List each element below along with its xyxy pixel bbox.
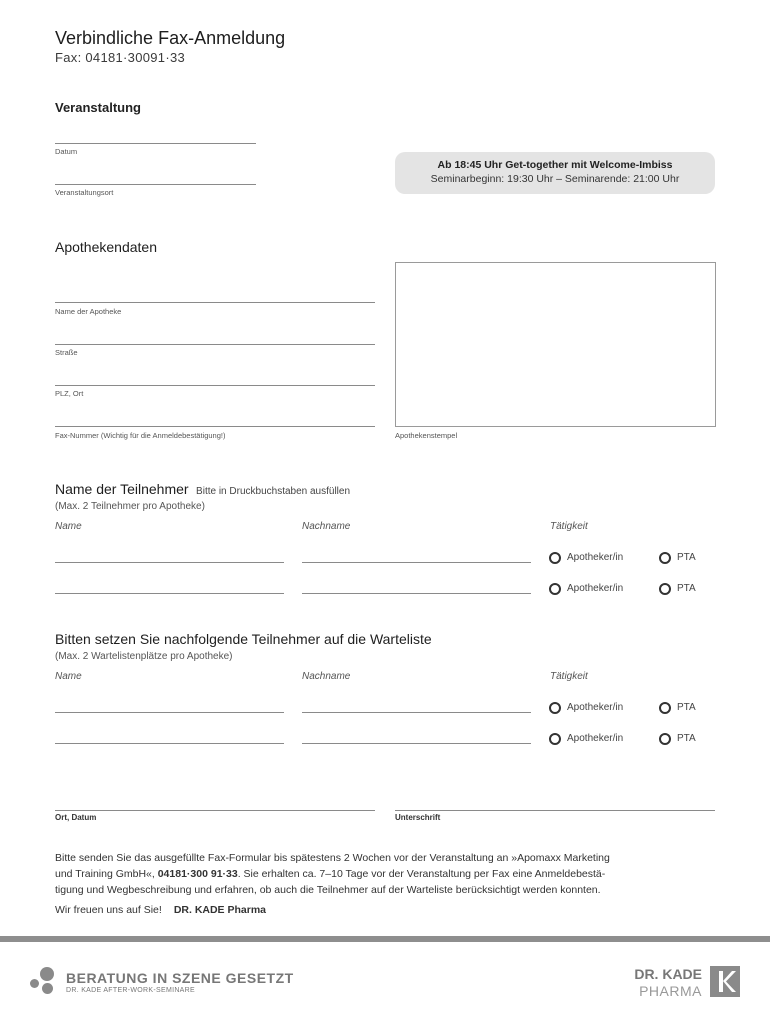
waitlist-1-pta-radio[interactable]	[659, 702, 671, 714]
fax-number-label: Fax-Nummer (Wichtig für die Anmeldebestätigung!)	[55, 431, 226, 440]
participant-2-surname-field[interactable]	[302, 593, 531, 594]
waitlist-2-pharmacist-label: Apotheker/in	[567, 733, 624, 744]
waitlist-1-pharmacist-radio[interactable]	[549, 702, 561, 714]
schedule-badge	[395, 152, 715, 194]
info-line-1: Bitte senden Sie das ausgefüllte Fax-Formular bis spätestens 2 Wochen vor der Veranstaltung an »Apomaxx Marketing	[55, 852, 610, 864]
participant-1-pta-radio[interactable]	[659, 552, 671, 564]
waitlist-max: (Max. 2 Wartelistenplätze pro Apotheke)	[55, 651, 233, 662]
participant-2-pharmacist-label: Apotheker/in	[567, 583, 624, 594]
footer-divider	[0, 936, 770, 942]
footer-brand: BERATUNG IN SZENE GESETZT	[66, 970, 294, 986]
fax-number-field[interactable]	[55, 426, 375, 427]
waitlist-col-role: Tätigkeit	[550, 671, 588, 682]
participant-2-pharmacist-radio[interactable]	[549, 583, 561, 595]
place-date-field[interactable]	[55, 810, 375, 811]
badge-line-2: Seminarbeginn: 19:30 Uhr – Seminarende: 21:00 Uhr	[430, 173, 680, 185]
closing-text: Wir freuen uns auf Sie!	[55, 904, 162, 916]
date-field[interactable]	[55, 143, 256, 144]
signature-label: Unterschrift	[395, 813, 441, 822]
info-line-2a: und Training GmbH«,	[55, 868, 158, 880]
info-line-2b: . Sie erhalten ca. 7–10 Tage vor der Veranstaltung per Fax eine Anmeldebestä-	[237, 868, 606, 880]
info-fax-number: 04181·300 91·33	[157, 868, 238, 880]
participants-max: (Max. 2 Teilnehmer pro Apotheke)	[55, 501, 205, 512]
zip-city-field[interactable]	[55, 385, 375, 386]
event-heading: Veranstaltung	[55, 100, 141, 115]
dots-logo-icon	[28, 965, 62, 995]
participant-2-pta-radio[interactable]	[659, 583, 671, 595]
participants-col-surname: Nachname	[302, 521, 351, 532]
participant-2-name-field[interactable]	[55, 593, 284, 594]
info-paragraph	[55, 850, 705, 898]
event-place-field[interactable]	[55, 184, 256, 185]
waitlist-col-name: Name	[55, 671, 82, 682]
participant-1-surname-field[interactable]	[302, 562, 531, 563]
pharmacy-stamp-box	[395, 262, 716, 427]
pharmacy-stamp-label: Apothekenstempel	[395, 431, 458, 440]
pharmacy-name-field[interactable]	[55, 302, 375, 303]
dr-kade-logo-icon	[710, 966, 740, 997]
closing-brand: DR. KADE Pharma	[173, 904, 267, 916]
waitlist-1-name-field[interactable]	[55, 712, 284, 713]
street-field[interactable]	[55, 344, 375, 345]
fax-number: Fax: 04181·30091·33	[55, 50, 186, 65]
info-line-3: tigung und Wegbeschreibung und erfahren, ob auch die Teilnehmer auf der Warteliste berücksichtigt werden konnten.	[55, 884, 601, 896]
waitlist-1-surname-field[interactable]	[302, 712, 531, 713]
footer-brand-sub: DR. KADE AFTER-WORK-SEMINARE	[66, 987, 195, 994]
participant-1-pharmacist-radio[interactable]	[549, 552, 561, 564]
waitlist-1-pta-label: PTA	[677, 702, 696, 713]
participants-heading: Name der Teilnehmer	[55, 481, 189, 497]
waitlist-2-pharmacist-radio[interactable]	[549, 733, 561, 745]
place-date-label: Ort, Datum	[55, 813, 97, 822]
badge-line-1: Ab 18:45 Uhr Get-together mit Welcome-Imbiss	[437, 159, 673, 171]
zip-city-label: PLZ, Ort	[55, 389, 84, 398]
participant-1-pharmacist-label: Apotheker/in	[567, 552, 624, 563]
closing-line	[55, 902, 705, 918]
signature-field[interactable]	[395, 810, 715, 811]
waitlist-1-pharmacist-label: Apotheker/in	[567, 702, 624, 713]
participants-heading-row	[55, 481, 350, 499]
event-place-label: Veranstaltungsort	[55, 188, 114, 197]
participant-1-name-field[interactable]	[55, 562, 284, 563]
waitlist-2-surname-field[interactable]	[302, 743, 531, 744]
company-name-line-1: DR. KADE	[634, 966, 702, 982]
street-label: Straße	[55, 348, 78, 357]
page-title: Verbindliche Fax-Anmeldung	[55, 28, 286, 48]
waitlist-2-name-field[interactable]	[55, 743, 284, 744]
participant-1-pta-label: PTA	[677, 552, 696, 563]
waitlist-2-pta-radio[interactable]	[659, 733, 671, 745]
pharmacy-heading: Apothekendaten	[55, 239, 157, 255]
info-line-2	[55, 866, 705, 882]
waitlist-heading: Bitten setzen Sie nachfolgende Teilnehmer auf die Warteliste	[55, 631, 432, 647]
participants-col-name: Name	[55, 521, 82, 532]
waitlist-2-pta-label: PTA	[677, 733, 696, 744]
participants-col-role: Tätigkeit	[550, 521, 588, 532]
participant-2-pta-label: PTA	[677, 583, 696, 594]
date-label: Datum	[55, 147, 78, 156]
participants-hint: Bitte in Druckbuchstaben ausfüllen	[196, 486, 351, 497]
pharmacy-name-label: Name der Apotheke	[55, 307, 122, 316]
company-name-line-2: PHARMA	[639, 983, 702, 999]
waitlist-col-surname: Nachname	[302, 671, 351, 682]
